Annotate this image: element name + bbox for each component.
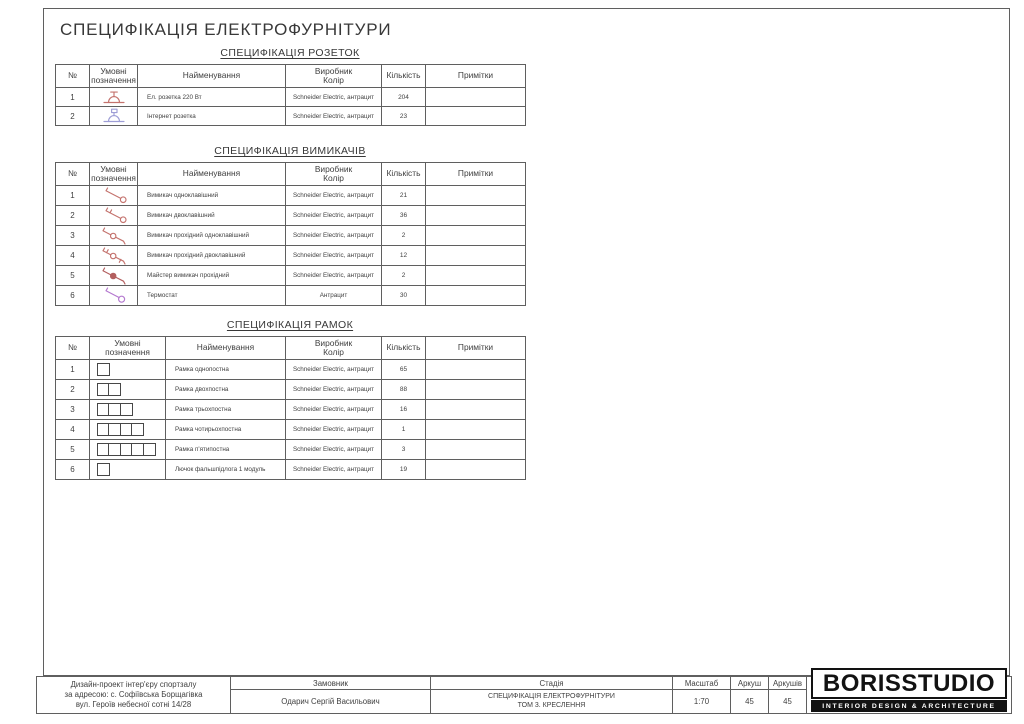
manufacturer-cell: Schneider Electric, антрацит [286, 380, 382, 400]
notes-cell [426, 420, 526, 440]
notes-cell [426, 460, 526, 480]
name-cell: Майстер вимикач прохідний [138, 266, 286, 286]
internet-socket-icon [101, 108, 127, 124]
manufacturer-cell: Schneider Electric, антрацит [286, 206, 382, 226]
notes-cell [426, 266, 526, 286]
floor-hatch-icon [90, 463, 165, 476]
table-row [56, 400, 526, 420]
quantity-cell: 30 [382, 286, 426, 306]
table-row [56, 440, 526, 460]
section-frames [55, 319, 525, 480]
manufacturer-cell: Schneider Electric, антрацит [286, 226, 382, 246]
row-number: 6 [56, 460, 90, 480]
manufacturer-cell: Schneider Electric, антрацит [286, 420, 382, 440]
notes-cell [426, 286, 526, 306]
logo-wordmark: BORISSTUDIO [822, 669, 996, 697]
table-row [56, 286, 526, 306]
frame-2post-icon [90, 383, 165, 396]
col-notes: Примітки [426, 337, 526, 360]
col-quantity: Кількість [382, 163, 426, 186]
name-cell: Вимикач прохідний одноклавішний [138, 226, 286, 246]
name-cell: Рамка однопостна [166, 360, 286, 380]
manufacturer-cell: Schneider Electric, антрацит [286, 460, 382, 480]
sheet-value: 45 [745, 696, 754, 706]
col-symbol: Умовні позначення [90, 65, 138, 88]
col-name: Найменування [166, 337, 286, 360]
stage-line: ТОМ 3. КРЕСЛЕННЯ [517, 701, 586, 709]
table-row [56, 107, 526, 126]
table-row [56, 380, 526, 400]
stage-cell [431, 677, 673, 713]
frame-1post-icon [90, 363, 165, 376]
notes-cell [426, 206, 526, 226]
symbol-cell [90, 206, 138, 226]
row-number: 4 [56, 246, 90, 266]
table-row [56, 88, 526, 107]
switch-1gang-icon [98, 187, 130, 204]
socket-220-icon [101, 89, 127, 105]
quantity-cell: 65 [382, 360, 426, 380]
table-row [56, 246, 526, 266]
col-number: № [56, 65, 90, 88]
table-header-row [56, 163, 526, 186]
switch-2gang-icon [98, 207, 130, 224]
symbol-cell [90, 440, 166, 460]
name-cell: Рамка двохпостна [166, 380, 286, 400]
col-manufacturer: Виробник Колір [286, 65, 382, 88]
col-number: № [56, 163, 90, 186]
project-line: вул. Героїв небесної сотні 14/28 [75, 699, 192, 709]
symbol-cell [90, 460, 166, 480]
symbol-cell [90, 266, 138, 286]
scale-value: 1:70 [693, 696, 710, 706]
thermostat-icon [98, 287, 130, 304]
frame-3post-icon [90, 403, 165, 416]
manufacturer-cell: Антрацит [286, 286, 382, 306]
symbol-cell [90, 107, 138, 126]
row-number: 4 [56, 420, 90, 440]
sheets-total-value: 45 [783, 696, 792, 706]
scale-label: Масштаб [673, 677, 730, 690]
table-row [56, 460, 526, 480]
symbol-cell [90, 420, 166, 440]
notes-cell [426, 360, 526, 380]
quantity-cell: 21 [382, 186, 426, 206]
switch-2way-1gang-icon [97, 227, 131, 245]
name-cell: Вимикач одноклавішний [138, 186, 286, 206]
col-manufacturer: Виробник Колір [286, 163, 382, 186]
notes-cell [426, 400, 526, 420]
sockets-table-title: СПЕЦИФІКАЦІЯ РОЗЕТОК [220, 47, 360, 59]
name-cell: Термостат [138, 286, 286, 306]
quantity-cell: 3 [382, 440, 426, 460]
table-row [56, 206, 526, 226]
row-number: 1 [56, 88, 90, 107]
manufacturer-cell: Schneider Electric, антрацит [286, 440, 382, 460]
symbol-cell [90, 88, 138, 107]
page-title: СПЕЦИФІКАЦІЯ ЕЛЕКТРОФУРНІТУРИ [60, 20, 392, 39]
col-manufacturer: Виробник Колір [286, 337, 382, 360]
frame-4post-icon [90, 423, 165, 436]
row-number: 2 [56, 380, 90, 400]
row-number: 5 [56, 266, 90, 286]
customer-label: Замовник [231, 677, 430, 690]
name-cell: Рамка п'ятипостна [166, 440, 286, 460]
name-cell: Інтернет розетка [138, 107, 286, 126]
logo-tagline: INTERIOR DESIGN & ARCHITECTURE [811, 700, 1007, 712]
project-line: за адресою: с. Софіївська Борщагівка [64, 690, 203, 700]
row-number: 5 [56, 440, 90, 460]
scale-cell [673, 677, 731, 713]
col-notes: Примітки [426, 163, 526, 186]
name-cell: Вимикач двоклавішний [138, 206, 286, 226]
quantity-cell: 23 [382, 107, 426, 126]
table-row [56, 186, 526, 206]
col-quantity: Кількість [382, 65, 426, 88]
table-frames [55, 336, 526, 480]
row-number: 1 [56, 360, 90, 380]
project-line: Дизайн-проект інтер'єру спортзалу [70, 680, 197, 690]
title-block [36, 669, 1012, 714]
switches-table-title: СПЕЦИФІКАЦІЯ ВИМИКАЧІВ [214, 145, 366, 157]
row-number: 3 [56, 400, 90, 420]
col-name: Найменування [138, 163, 286, 186]
customer-name: Одарич Сергій Васильович [281, 696, 380, 706]
logo-cell [807, 669, 1011, 713]
manufacturer-cell: Schneider Electric, антрацит [286, 246, 382, 266]
sheets-total-label: Аркушів [769, 677, 806, 690]
notes-cell [426, 107, 526, 126]
quantity-cell: 2 [382, 226, 426, 246]
name-cell: Рамка трьохпостна [166, 400, 286, 420]
table-row [56, 226, 526, 246]
symbol-cell [90, 286, 138, 306]
logo-box [811, 668, 1007, 699]
col-notes: Примітки [426, 65, 526, 88]
col-symbol: Умовні позначення [90, 163, 138, 186]
section-sockets [55, 47, 525, 126]
quantity-cell: 1 [382, 420, 426, 440]
notes-cell [426, 88, 526, 107]
quantity-cell: 16 [382, 400, 426, 420]
quantity-cell: 12 [382, 246, 426, 266]
symbol-cell [90, 226, 138, 246]
table-sockets [55, 64, 526, 126]
customer-cell [231, 677, 431, 713]
name-cell: Лючок фальшпідлога 1 модуль [166, 460, 286, 480]
notes-cell [426, 380, 526, 400]
name-cell: Ел. розетка 220 Вт [138, 88, 286, 107]
sheets-total-cell [769, 677, 807, 713]
manufacturer-cell: Schneider Electric, антрацит [286, 400, 382, 420]
row-number: 2 [56, 206, 90, 226]
symbol-cell [90, 246, 138, 266]
table-row [56, 266, 526, 286]
manufacturer-cell: Schneider Electric, антрацит [286, 360, 382, 380]
manufacturer-cell: Schneider Electric, антрацит [286, 266, 382, 286]
symbol-cell [90, 360, 166, 380]
notes-cell [426, 226, 526, 246]
table-row [56, 360, 526, 380]
sheet-cell [731, 677, 769, 713]
col-name: Найменування [138, 65, 286, 88]
stage-label: Стадія [431, 677, 672, 690]
table-header-row [56, 65, 526, 88]
master-switch-icon [97, 267, 131, 285]
name-cell: Рамка чотирьохпостна [166, 420, 286, 440]
col-symbol: Умовні позначення [90, 337, 166, 360]
quantity-cell: 19 [382, 460, 426, 480]
symbol-cell [90, 380, 166, 400]
quantity-cell: 36 [382, 206, 426, 226]
row-number: 1 [56, 186, 90, 206]
table-row [56, 420, 526, 440]
borisstudio-logo [811, 668, 1007, 712]
quantity-cell: 88 [382, 380, 426, 400]
notes-cell [426, 246, 526, 266]
row-number: 6 [56, 286, 90, 306]
col-number: № [56, 337, 90, 360]
stage-value [431, 690, 672, 713]
quantity-cell: 2 [382, 266, 426, 286]
name-cell: Вимикач прохідний двоклавішний [138, 246, 286, 266]
manufacturer-cell: Schneider Electric, антрацит [286, 88, 382, 107]
symbol-cell [90, 400, 166, 420]
quantity-cell: 204 [382, 88, 426, 107]
manufacturer-cell: Schneider Electric, антрацит [286, 107, 382, 126]
row-number: 3 [56, 226, 90, 246]
notes-cell [426, 186, 526, 206]
manufacturer-cell: Schneider Electric, антрацит [286, 186, 382, 206]
frame-5post-icon [90, 443, 165, 456]
symbol-cell [90, 186, 138, 206]
switch-2way-2gang-icon [97, 247, 131, 265]
section-switches [55, 145, 525, 306]
table-switches [55, 162, 526, 306]
row-number: 2 [56, 107, 90, 126]
project-description [37, 677, 231, 713]
notes-cell [426, 440, 526, 460]
sheet-label: Аркуш [731, 677, 768, 690]
col-quantity: Кількість [382, 337, 426, 360]
stage-line: СПЕЦИФІКАЦІЯ ЕЛЕКТРОФУРНІТУРИ [488, 693, 615, 701]
frames-table-title: СПЕЦИФІКАЦІЯ РАМОК [226, 319, 354, 331]
table-header-row [56, 337, 526, 360]
